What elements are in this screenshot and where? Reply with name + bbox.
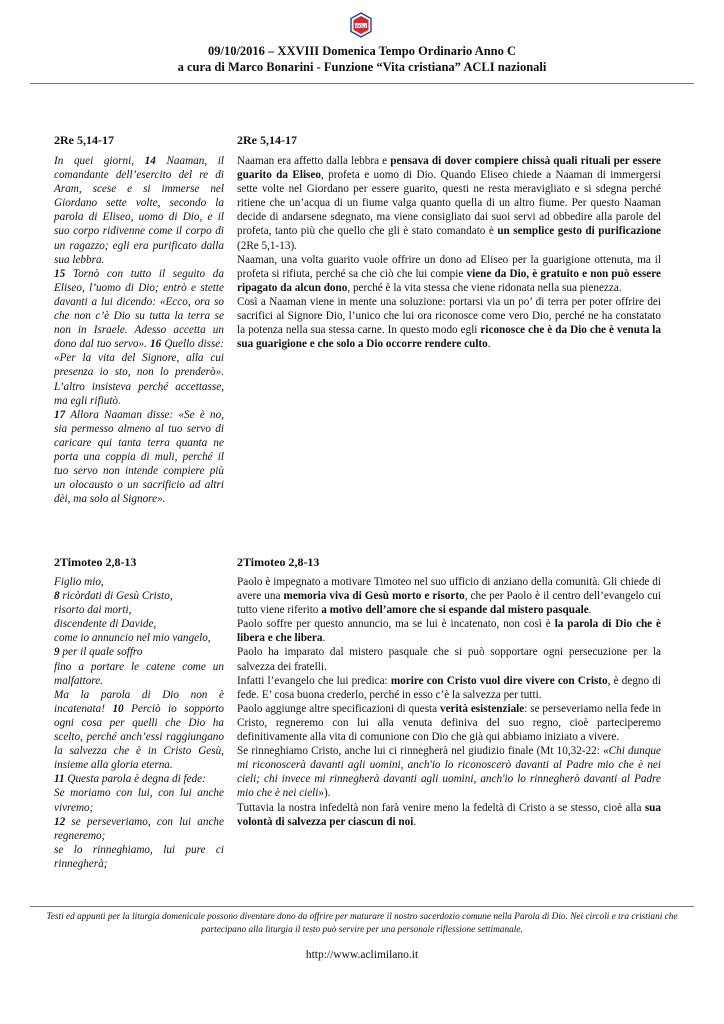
text-run: come io annuncio nel mio vangelo, bbox=[54, 632, 211, 645]
text-run: Chi dunque mi riconoscerà davanti agli uomini, anch'io lo riconoscerò davanti al Padre mio che è nei cieli; chi invece mi rinnegherà davanti agli uomini, anch'io lo rinnegherò davanti al Padre mio che è nei cieli bbox=[237, 745, 661, 800]
text-run: . bbox=[413, 815, 417, 828]
paragraph bbox=[237, 801, 661, 829]
bold-text-run: 9 bbox=[54, 646, 60, 659]
bold-text-run: viene da Dio, è gratuito e non può essere ripagato da alcun dono bbox=[237, 267, 661, 294]
bold-text-run: un semplice gesto di purificazione bbox=[497, 225, 662, 238]
text-run: discendente di Davide, bbox=[54, 618, 157, 631]
paragraph bbox=[54, 408, 224, 507]
paragraph bbox=[54, 631, 224, 645]
text-run: Infatti l’evangelo che lui predica: bbox=[237, 674, 391, 687]
text-run: : se perseveriamo nella fede in Cristo, regneremo con lui alla venuta definiva del suo regno, cioè parteciperemo definitivamente alla vita di comunione con Dio che già qui abbiamo iniziato a vivere. bbox=[237, 702, 661, 744]
bold-text-run: 10 bbox=[112, 702, 124, 715]
text-run: Tuttavia la nostra infedeltà non farà venire meno la fedeltà di Cristo a se stesso, cioè alla bbox=[237, 801, 645, 814]
text-run: , profeta e uomo di Dio. Quando Eliseo chiede a Naaman di immergersi sette volte nel Giordano per essere guarito, questi ne resta meravigliato e si sdegna perché ritiene che un’acqua di un fiume valga quanto quella di un altro fiume. Per questo Naaman decide di andarsene sdegnato, ma viene consigliato dai suoi servi ad obbedire alla parole del profeta, tanto più che quello che gli è stato comandato è bbox=[237, 169, 661, 238]
text-run: Paolo ha imparato dal mistero pasquale che si può sopportare ogni persecuzione per la salvezza dei fratelli. bbox=[237, 646, 661, 673]
text-run: Paolo è impegnato a motivare Timoteo nel suo ufficio di anziano della comunità. Gli chiede di avere una bbox=[237, 576, 661, 603]
text-run: Naaman era affetto dalla lebbra e bbox=[237, 155, 391, 167]
paragraph bbox=[237, 702, 661, 744]
text-run: Naaman, una volta guarito vuole offrire un dono ad Eliseo per la guarigione ottenuta, ma il profeta si rifiuta, perché sa che ciò che lui compie bbox=[237, 253, 661, 280]
text-run: risorto dai morti, bbox=[54, 604, 132, 617]
text-run: , è degno di fede. E’ cosa buona crederlo, perché in esso c’è la salvezza per tutti. bbox=[237, 674, 661, 701]
paragraph bbox=[237, 645, 661, 673]
section-title-right: 2Re 5,14-17 bbox=[237, 133, 297, 147]
bold-text-run: la parola di Dio che è libera e che libera bbox=[237, 618, 661, 645]
text-run: Ma la parola di Dio non è incatenata! bbox=[54, 688, 224, 715]
text-run: . bbox=[487, 338, 491, 351]
bold-text-run: 16 bbox=[150, 338, 162, 351]
text-run: se lo rinneghiamo, lui pure ci rinnegherà; bbox=[54, 843, 224, 870]
text-run: Se rinneghiamo Cristo, anche lui ci rinnegherà nel giudizio finale (Mt 10,32-22: « bbox=[237, 745, 609, 758]
header-author-line: a cura di Marco Bonarini - Funzione “Vita cristiana” ACLI nazionali bbox=[177, 60, 547, 74]
footer-note: Testi ed appunti per la liturgia domenicale possono diventare dono da offrire per maturare il nostro sacerdozio comune nella Parola di Dio. Nei circoli e tra cristiani che partecipano alla liturgia il testo può servire per una personale riflessione settimanale. bbox=[46, 912, 678, 935]
text-run: , perché è la vita stessa che viene ridonata nella sua pienezza. bbox=[347, 281, 622, 294]
paragraph bbox=[54, 617, 224, 631]
commentary-text bbox=[237, 575, 661, 829]
text-run: ricòrdati di Gesù Cristo, bbox=[59, 590, 173, 603]
text-run: (2Re 5,1-13). bbox=[237, 239, 297, 252]
header-divider bbox=[30, 83, 694, 84]
paragraph bbox=[54, 786, 224, 814]
text-run: , che per Paolo è il centro dell’evangelo cui tutto viene riferito bbox=[237, 590, 661, 617]
section-title-right: 2Timoteo 2,8-13 bbox=[237, 555, 320, 569]
paragraph bbox=[237, 295, 661, 351]
section-title-left: 2Timoteo 2,8-13 bbox=[54, 555, 137, 569]
text-run: . bbox=[322, 632, 326, 645]
text-run: per il quale soffro bbox=[59, 646, 143, 659]
paragraph bbox=[54, 267, 224, 408]
header-date-title: 09/10/2016 – XXVIII Domenica Tempo Ordinario Anno C bbox=[207, 44, 517, 58]
bold-text-run: memoria viva di Gesù morto e risorto bbox=[283, 590, 465, 603]
section-title-left: 2Re 5,14-17 bbox=[54, 133, 114, 147]
paragraph bbox=[237, 617, 661, 645]
commentary-text bbox=[237, 154, 661, 351]
bold-text-run: 12 bbox=[54, 815, 66, 828]
text-run: Perciò io sopporto ogni cosa per quelli che Dio ha scelto, perché anch’essi raggiungano la salvezza che è in Cristo Gesù, insieme alla gloria eterna. bbox=[54, 702, 224, 772]
paragraph bbox=[54, 154, 224, 267]
bold-text-run: a motivo dell’amore che si espande dal mistero pasquale bbox=[321, 604, 589, 617]
text-run: Allora Naaman disse: «Se è no, sia permesso almeno al tuo servo di caricare qui tanta terra quanta ne porta una coppia di muli, perché il tuo servo non intende compiere più un olocausto o un sacrificio ad altri dèi, ma solo al Signore». bbox=[54, 408, 224, 506]
text-run: In quei giorni, bbox=[54, 155, 145, 167]
footer-url-link[interactable]: http://www.aclimilano.it bbox=[305, 949, 419, 961]
text-run: Se moriamo con lui, con lui anche vivremo; bbox=[54, 787, 224, 814]
paragraph bbox=[237, 154, 661, 253]
text-run: Paolo aggiunge altre specificazioni di questa bbox=[237, 702, 440, 715]
paragraph bbox=[54, 772, 224, 786]
bold-text-run: sua volontà di salvezza per ciascun di noi bbox=[237, 801, 661, 828]
bold-text-run: verità esistenziale bbox=[440, 702, 525, 715]
text-run: . bbox=[588, 604, 592, 617]
text-run: »). bbox=[318, 787, 331, 800]
bold-text-run: 17 bbox=[54, 408, 66, 421]
text-run: Naaman, il comandante dell’esercito del re di Aram, scese e si immerse nel Giordano sette volte, secondo la parola di Eliseo, uomo di Dio, e il suo corpo ridivenne come il corpo di un ragazzo; egli era purificato dalla sua lebbra. bbox=[54, 155, 224, 266]
bold-text-run: riconosce che è da Dio che è venuta la sua guarigione e che solo a Dio occorre rendere culto bbox=[237, 324, 661, 351]
text-run: Tornò con tutto il seguito da Eliseo, l’uomo di Dio; entrò e stette davanti a lui dicendo: «Ecco, ora so che non c’è Dio su tutta la terra se non in Israele. Adesso accetta un dono dal tuo servo». bbox=[54, 267, 224, 351]
bold-text-run: morire con Cristo vuol dire vivere con Cristo bbox=[390, 674, 608, 687]
paragraph bbox=[237, 253, 661, 295]
paragraph bbox=[54, 589, 224, 603]
text-run: Questa parola è degna di fede: bbox=[64, 773, 206, 786]
paragraph bbox=[237, 575, 661, 617]
scripture-text bbox=[54, 154, 224, 506]
footer-divider bbox=[30, 906, 694, 907]
bold-text-run: pensava di dover compiere chissà quali rituali per essere guarito da Eliseo bbox=[237, 155, 662, 182]
text-run: Paolo soffre per questo annuncio, ma se lui è incatenato, non così è bbox=[237, 618, 555, 631]
bold-text-run: 14 bbox=[144, 155, 156, 167]
bold-text-run: 11 bbox=[54, 773, 65, 786]
paragraph bbox=[54, 815, 224, 843]
acli-logo-icon bbox=[349, 12, 373, 38]
text-run: Quello disse: «Per la vita del Signore, alla cui presenza io sto, non lo prenderò». L’altro insisteva perché accettasse, ma egli rifiutò. bbox=[54, 338, 224, 407]
bold-text-run: 8 bbox=[54, 590, 60, 603]
paragraph bbox=[237, 744, 661, 800]
text-run: Figlio mio, bbox=[54, 576, 104, 588]
bold-text-run: 15 bbox=[54, 267, 66, 280]
document-header bbox=[0, 43, 724, 75]
text-run: fino a portare le catene come un malfattore. bbox=[54, 660, 224, 687]
scripture-text bbox=[54, 575, 224, 871]
text-run: Così a Naaman viene in mente una soluzione: portarsi via un po’ di terra per poter offrire dei sacrifici al Signore Dio, l’unico che lui ora riconosce come vero Dio, perché ne ha constatato la potenza nella sua stessa carne. In questo modo egli bbox=[237, 295, 661, 337]
paragraph bbox=[54, 575, 224, 589]
text-run: se perseveriamo, con lui anche regneremo; bbox=[54, 815, 224, 842]
paragraph bbox=[54, 603, 224, 617]
logo-text: ACLI bbox=[355, 23, 367, 29]
paragraph bbox=[54, 660, 224, 688]
paragraph bbox=[237, 674, 661, 702]
paragraph bbox=[54, 688, 224, 773]
paragraph bbox=[54, 843, 224, 871]
paragraph bbox=[54, 645, 224, 659]
